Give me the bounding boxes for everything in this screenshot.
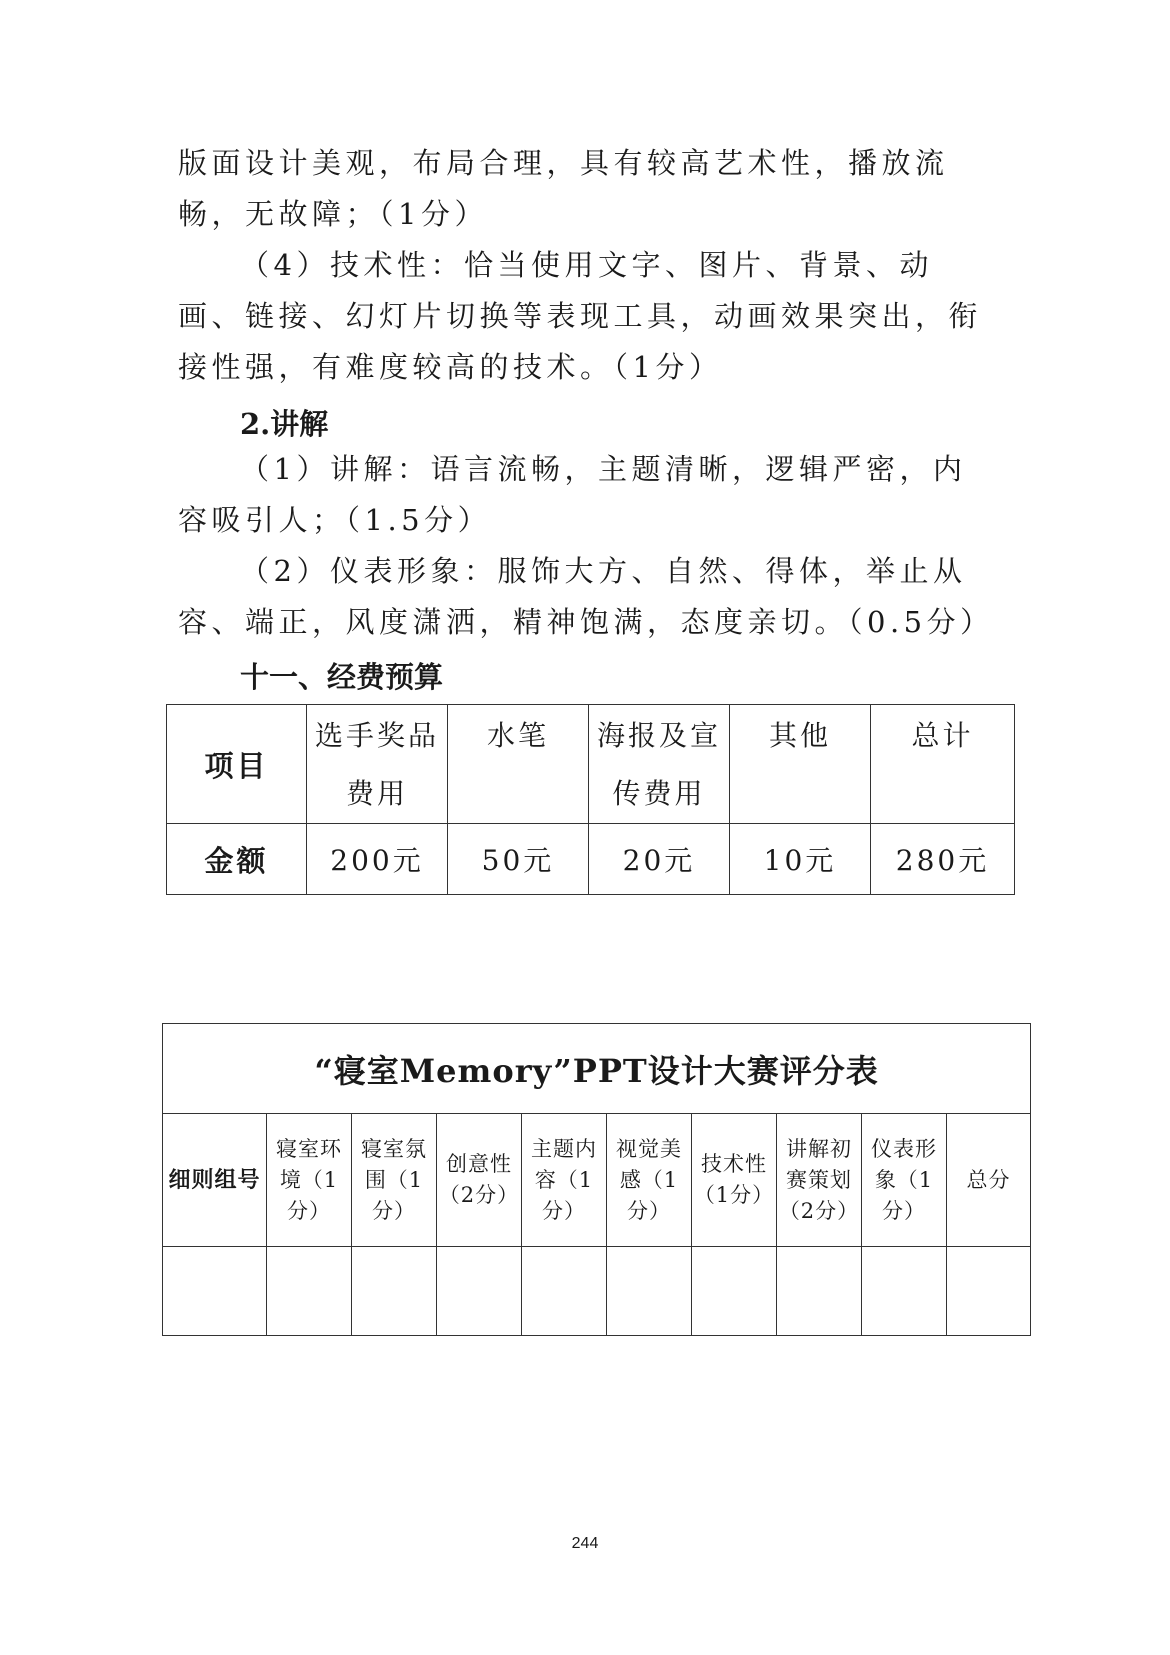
budget-item-cell: [871, 705, 1015, 824]
score-entry-cell[interactable]: [267, 1247, 352, 1336]
paragraph-design: 版面设计美观，布局合理，具有较高艺术性，播放流畅，无故障；（1分）: [178, 146, 949, 231]
budget-amount-cell: 280元: [871, 824, 1015, 895]
section-heading-budget: 十一、经费预算: [240, 660, 444, 694]
budget-item-cell: [448, 705, 589, 824]
budget-table: [166, 704, 1015, 895]
paragraph-technical: （4）技术性：恰当使用文字、图片、背景、动画、链接、幻灯片切换等表现工具，动画效果突出，衔接性强，有难度较高的技术。（1分）: [178, 248, 983, 384]
section-heading-explanation: 2.讲解: [240, 407, 329, 441]
budget-item-name: 其他: [768, 719, 831, 752]
score-table-title: “寝室Memory”PPT设计大赛评分表: [163, 1024, 1031, 1114]
budget-amount-cell: 20元: [589, 824, 730, 895]
budget-amount-cell: 50元: [448, 824, 589, 895]
budget-amount-cell: 200元: [307, 824, 448, 895]
budget-amount-cell: 10元: [730, 824, 871, 895]
score-entry-row: [163, 1247, 1031, 1336]
score-title-row: [163, 1024, 1031, 1114]
paragraph-explanation: （1）讲解：语言流畅，主题清晰，逻辑严密，内容吸引人；（1.5分）: [178, 452, 967, 537]
score-entry-cell[interactable]: [437, 1247, 522, 1336]
score-entry-cell[interactable]: [607, 1247, 692, 1336]
budget-item-name: 选手奖品费用: [314, 719, 439, 810]
score-entry-cell[interactable]: [352, 1247, 437, 1336]
score-column-header: 技术性（1分）: [692, 1114, 777, 1247]
score-column-header: 创意性（2分）: [437, 1114, 522, 1247]
budget-row-label-amount: 金额: [167, 824, 307, 895]
budget-header-row: [167, 705, 1015, 824]
budget-item-name: 总计: [911, 719, 974, 752]
score-column-header: 总分: [947, 1114, 1031, 1247]
score-entry-cell[interactable]: [862, 1247, 947, 1336]
budget-item-name: 水笔: [486, 719, 549, 752]
score-column-header: 寝室环境（1分）: [267, 1114, 352, 1247]
score-column-header: 主题内容（1分）: [522, 1114, 607, 1247]
budget-item-name: 海报及宣传费用: [596, 719, 721, 810]
paragraph-appearance: （2）仪表形象：服饰大方、自然、得体，举止从容、端正，风度潇洒，精神饱满，态度亲切。（0.5分）: [178, 554, 994, 639]
budget-row-label-item: 项目: [167, 705, 307, 824]
score-column-header: 讲解初赛策划（2分）: [777, 1114, 862, 1247]
score-entry-cell[interactable]: [522, 1247, 607, 1336]
budget-amount-row: [167, 824, 1015, 895]
page-number: 244: [571, 1535, 599, 1552]
score-column-header: 仪表形象（1分）: [862, 1114, 947, 1247]
score-entry-cell[interactable]: [692, 1247, 777, 1336]
budget-item-cell: [307, 705, 448, 824]
score-row-header: 细则组号: [163, 1114, 267, 1247]
budget-item-cell: [730, 705, 871, 824]
score-entry-cell[interactable]: [947, 1247, 1031, 1336]
score-table: [162, 1023, 1031, 1336]
score-column-header: 寝室氛围（1分）: [352, 1114, 437, 1247]
score-entry-cell[interactable]: [163, 1247, 267, 1336]
score-column-header: 视觉美感（1分）: [607, 1114, 692, 1247]
score-entry-cell[interactable]: [777, 1247, 862, 1336]
budget-item-cell: [589, 705, 730, 824]
score-header-row: [163, 1114, 1031, 1247]
